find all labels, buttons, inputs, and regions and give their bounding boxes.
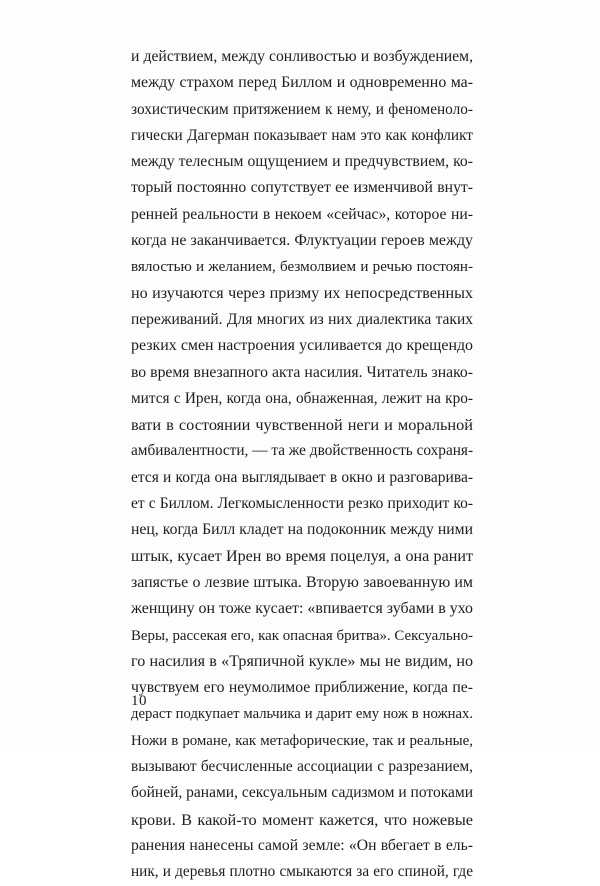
text-line-31: ранения нанесены самой земле: «Он вбегает в ель- [131,836,473,854]
text-line-11: переживаний. Для многих из них диалектика таких [131,310,473,328]
text-line-25: чувствуем его неумолимое приближение, когда пе- [131,679,473,697]
text-line-15: вати в состоянии чувственной неги и моральной [131,415,473,435]
text-line-24: го насилия в «Тряпичной кукле» мы не видим, но [131,652,473,670]
text-line-10: но изучаются через призму их непосредственных [131,284,473,302]
text-line-28: вызывают бесчисленные ассоциации с разрезанием, [131,758,473,776]
text-line-14: мится с Ирен, когда она, обнаженная, лежит на кро- [131,389,473,407]
text-line-2: между страхом перед Биллом и одновременно ма- [131,74,473,92]
text-line-23: Веры, рассекая его, как опасная бритва». Сексуально- [131,627,473,644]
page-number: 10 [131,693,147,709]
text-line-30: крови. В какой-то момент кажется, что ножевые [131,809,473,829]
body-text [131,44,473,886]
text-line-16: амбивалентности, — та же двойственность сохраня- [131,442,474,460]
text-line-4: гически Дагерман показывает нам это как конфликт [131,126,473,144]
text-line-6: торый постоянно сопутствует ее изменчивой внут- [131,179,473,197]
text-line-3: зохистическим притяжением к нему, и феноменоло- [131,100,473,118]
text-line-7: ренней реальности в некоем «сейчас», которое ни- [131,205,473,223]
text-line-8: когда не заканчивается. Флуктуации героев между [131,232,473,250]
text-line-1: и действием, между сонливостью и возбуждением, [131,48,473,65]
text-line-22: женщину он тоже кусает: «впивается зубами в ухо [131,600,473,618]
text-line-26: дераст подкупает мальчика и дарит ему нож в ножнах. [131,706,473,723]
text-line-17: ется и когда она выглядывает в окно и разговарива- [131,468,473,486]
text-line-18: ет с Биллом. Легкомысленности резко приходит ко- [131,495,473,513]
text-line-19: нец, когда Билл кладет на подоконник между ними [131,521,473,539]
text-line-29: бойней, ранами, сексуальным садизмом и потоками [131,784,473,802]
text-line-13: во время внезапного акта насилия. Читатель знако- [131,363,473,381]
text-line-20: штык, кусает Ирен во время поцелуя, а она ранит [131,547,473,565]
text-line-9: вялостью и желанием, безмолвием и речью постоян- [131,259,473,276]
text-line-32: ник, и деревья плотно смыкаются за его спиной, где [131,863,473,881]
text-line-27: Ножи в романе, как метафорические, так и реальные, [131,732,473,749]
text-line-12: резких смен настроения усиливается до крещендо [131,337,473,355]
text-line-21: запястье о лезвие штыка. Вторую завоеванную им [131,573,473,591]
text-line-5: между телесным ощущением и предчувствием, ко- [131,153,473,171]
